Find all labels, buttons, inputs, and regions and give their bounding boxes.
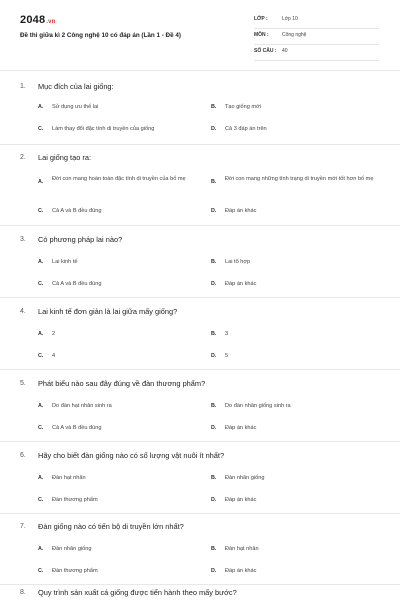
option-text: 5 bbox=[225, 353, 229, 359]
option-letter: B. bbox=[211, 331, 217, 337]
option-c[interactable] bbox=[38, 568, 98, 574]
option-text: Đáp án khác bbox=[225, 568, 257, 574]
option-letter: C. bbox=[38, 126, 44, 132]
option-letter: D. bbox=[211, 497, 217, 503]
option-text: Đàn hạt nhân bbox=[52, 475, 86, 481]
option-a[interactable] bbox=[38, 175, 212, 185]
question-divider bbox=[0, 144, 400, 145]
option-b[interactable] bbox=[211, 475, 265, 481]
option-b[interactable] bbox=[211, 175, 385, 185]
question-number: 8. bbox=[20, 589, 26, 596]
question-number: 7. bbox=[20, 523, 26, 530]
option-text: Đáp án khác bbox=[225, 281, 257, 287]
option-letter: D. bbox=[211, 208, 217, 214]
option-text: Do đàn nhân giống sinh ra bbox=[225, 403, 291, 409]
option-c[interactable] bbox=[38, 353, 55, 359]
question-number: 6. bbox=[20, 452, 26, 459]
option-b[interactable] bbox=[211, 331, 228, 337]
option-a[interactable] bbox=[38, 475, 86, 481]
option-c[interactable] bbox=[38, 281, 101, 287]
option-letter: A. bbox=[38, 104, 44, 110]
option-letter: A. bbox=[38, 259, 44, 265]
option-text: Cả A và B đều đúng bbox=[52, 208, 102, 214]
option-letter: C. bbox=[38, 497, 44, 503]
meta-label: MÔN : bbox=[254, 32, 269, 38]
option-text: Cả A và B đều đúng bbox=[52, 425, 102, 431]
header-divider bbox=[0, 70, 400, 71]
option-letter: D. bbox=[211, 281, 217, 287]
question-divider bbox=[0, 225, 400, 226]
meta-value: Lớp 10 bbox=[282, 16, 298, 22]
option-d[interactable] bbox=[211, 425, 256, 431]
option-letter: B. bbox=[211, 104, 217, 110]
site-logo[interactable] bbox=[20, 14, 56, 26]
question-divider bbox=[0, 297, 400, 298]
option-letter: B. bbox=[211, 179, 217, 185]
meta-row-question-count bbox=[254, 45, 379, 61]
option-text: 2 bbox=[52, 331, 56, 337]
question-text: Có phương pháp lai nào? bbox=[38, 235, 123, 244]
option-letter: D. bbox=[211, 353, 217, 359]
logo-suffix: .vn bbox=[46, 19, 56, 25]
option-letter: D. bbox=[211, 568, 217, 574]
option-letter: C. bbox=[38, 281, 44, 287]
logo-main: 2048 bbox=[20, 14, 46, 26]
question-text: Phát biểu nào sau đây đúng về đàn thương phẩm? bbox=[38, 379, 206, 388]
option-text: Đời con mang hoàn toàn đặc tính di truyền của bố mẹ bbox=[52, 176, 186, 182]
option-a[interactable] bbox=[38, 259, 78, 265]
option-a[interactable] bbox=[38, 403, 112, 409]
option-letter: D. bbox=[211, 425, 217, 431]
option-letter: B. bbox=[211, 475, 217, 481]
option-text: Đàn hạt nhân bbox=[225, 546, 259, 552]
option-d[interactable] bbox=[211, 353, 228, 359]
option-text: Đời con mang những tính trạng di truyền mới tốt hơn bố mẹ bbox=[225, 176, 374, 182]
question-text: Lai kinh tế đơn giản là lai giữa mấy giống? bbox=[38, 307, 178, 316]
option-letter: B. bbox=[211, 259, 217, 265]
meta-row-subject bbox=[254, 29, 379, 45]
meta-label: SỐ CÂU : bbox=[254, 48, 277, 54]
meta-value: 40 bbox=[282, 48, 288, 54]
option-text: Tạo giống mới bbox=[225, 104, 262, 110]
option-letter: A. bbox=[38, 403, 44, 409]
option-text: Đàn nhân giống bbox=[225, 475, 265, 481]
meta-label: LỚP : bbox=[254, 16, 268, 22]
option-b[interactable] bbox=[211, 259, 250, 265]
option-a[interactable] bbox=[38, 104, 98, 110]
option-letter: A. bbox=[38, 475, 44, 481]
option-a[interactable] bbox=[38, 331, 55, 337]
option-text: 3 bbox=[225, 331, 229, 337]
option-b[interactable] bbox=[211, 104, 261, 110]
option-letter: C. bbox=[38, 568, 44, 574]
option-c[interactable] bbox=[38, 126, 154, 132]
option-letter: A. bbox=[38, 331, 44, 337]
question-text: Quy trình sản xuất cá giống được tiến hành theo mấy bước? bbox=[38, 588, 237, 597]
option-b[interactable] bbox=[211, 546, 259, 552]
option-b[interactable] bbox=[211, 403, 291, 409]
option-letter: A. bbox=[38, 179, 44, 185]
option-text: Cả 3 đáp án trên bbox=[225, 126, 267, 132]
meta-row-class bbox=[254, 13, 379, 29]
option-text: Đàn thương phẩm bbox=[52, 568, 98, 574]
option-letter: C. bbox=[38, 208, 44, 214]
option-d[interactable] bbox=[211, 497, 256, 503]
option-text: Đáp án khác bbox=[225, 497, 257, 503]
question-divider bbox=[0, 584, 400, 585]
question-text: Đàn giống nào có tiến bộ di truyền lớn nhất? bbox=[38, 522, 184, 531]
option-d[interactable] bbox=[211, 568, 256, 574]
option-a[interactable] bbox=[38, 546, 92, 552]
option-letter: C. bbox=[38, 353, 44, 359]
option-text: Sử dụng ưu thế lai bbox=[52, 104, 99, 110]
question-divider bbox=[0, 441, 400, 442]
option-c[interactable] bbox=[38, 425, 101, 431]
option-text: 4 bbox=[52, 353, 56, 359]
option-letter: C. bbox=[38, 425, 44, 431]
option-d[interactable] bbox=[211, 126, 267, 132]
question-divider bbox=[0, 513, 400, 514]
option-text: Đàn nhân giống bbox=[52, 546, 92, 552]
option-text: Đàn thương phẩm bbox=[52, 497, 98, 503]
question-text: Mục đích của lai giống: bbox=[38, 82, 114, 91]
option-c[interactable] bbox=[38, 497, 98, 503]
option-text: Đáp án khác bbox=[225, 425, 257, 431]
question-text: Hãy cho biết đàn giống nào có số lượng vật nuôi ít nhất? bbox=[38, 451, 225, 460]
question-divider bbox=[0, 369, 400, 370]
option-text: Lai tổ hợp bbox=[225, 259, 251, 265]
question-number: 4. bbox=[20, 308, 26, 315]
option-text: Do đàn hạt nhân sinh ra bbox=[52, 403, 112, 409]
option-letter: B. bbox=[211, 403, 217, 409]
question-text: Lai giống tạo ra: bbox=[38, 153, 92, 162]
page-header bbox=[0, 0, 400, 72]
exam-title: Đề thi giữa kì 2 Công nghệ 10 có đáp án (Lần 1 - Đề 4) bbox=[20, 32, 181, 39]
option-d[interactable] bbox=[211, 281, 256, 287]
option-text: Đáp án khác bbox=[225, 208, 257, 214]
question-number: 2. bbox=[20, 154, 26, 161]
option-letter: D. bbox=[211, 126, 217, 132]
option-letter: B. bbox=[211, 546, 217, 552]
option-letter: A. bbox=[38, 546, 44, 552]
question-number: 5. bbox=[20, 380, 26, 387]
option-text: Lai kinh tế bbox=[52, 259, 78, 265]
meta-value: Công nghệ bbox=[282, 32, 307, 38]
question-number: 1. bbox=[20, 83, 26, 90]
question-number: 3. bbox=[20, 236, 26, 243]
option-text: Làm thay đổi đặc tính di truyền của giống bbox=[52, 126, 155, 132]
option-text: Cả A và B đều đúng bbox=[52, 281, 102, 287]
exam-meta bbox=[254, 13, 379, 61]
option-c[interactable] bbox=[38, 208, 101, 214]
option-d[interactable] bbox=[211, 208, 256, 214]
